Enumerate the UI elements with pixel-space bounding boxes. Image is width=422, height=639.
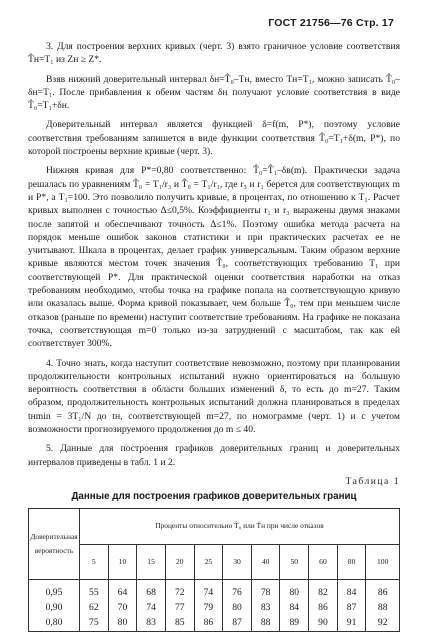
table-cell: 68 (137, 579, 166, 601)
table-cell: 85 (165, 616, 194, 632)
paragraph-3: Доверительный интервал является функцией δ=f(m, P*), поэтому условие соответствия требованиям запишется в виде функции соответствия T̂₀=T₁+δ(m, P*), по которой построены верхние кривые (черт. 3). (28, 119, 400, 158)
table-col-header: 50 (280, 544, 309, 579)
table-col-header: 10 (108, 544, 137, 579)
table-cell: 79 (194, 601, 223, 616)
table-cell: 82 (309, 579, 338, 601)
paragraph-4: Нижняя кривая для P*=0,80 соответственно: T̂₀=T̂₁–δв(m). Практически задача решалась по уравнениям T̂₀ = T₁/r₃ и T̂₀ = T₁/r₁, где r₃ и r₁ берется для соответствующих m и P*, а T₁=100. Это позволило получить кривые, в процентах, по отношению к T₁. Расчет кривых выполнен с точностью Δ≤0,5%. Коэффициенты r₁ и r₃ выражены двумя знаками после запятой и обеспечивают точность Δ≤1%. Поэтому ошибка метода расчета на порядок меньше ошибок законов статистики и при практических расчетах ее не учитывают. Шкала в процентах, делает график универсальным. Таким образом верхние кривые являются местом точек значения T̂₀, соответствующих требованию T₁ при соответствующей P*. Для практической оценки соответствия наработки на отказ требованиям необходимо, чтобы точка на графике попала на соответствующую кривую или оказалась выше. Форма кривой показывает, чем больше T̂₀, тем при меньшем числе отказов (раньше по времени) наступит соответствие требованиям. На графике не показана точка, соответствующая m=0 только из-за затруднений с масштабом, так как ей соответствует 300%. (28, 165, 400, 350)
table-cell: 89 (280, 616, 309, 632)
table-cell: 91 (337, 616, 366, 632)
table-title: Данные для построения графиков доверительных границ (71, 491, 357, 503)
table-cell: 80 (223, 601, 252, 616)
table-row (29, 601, 400, 616)
table-cell: 75 (80, 616, 109, 632)
table-col-header: 20 (165, 544, 194, 579)
table-row (29, 579, 400, 601)
table-cell: 72 (165, 579, 194, 601)
confidence-table (28, 508, 400, 632)
table-row-label: 0,90 (29, 601, 80, 616)
table-col-header: 5 (80, 544, 109, 579)
table-left-header: Доверительная вероятность (29, 508, 80, 579)
table-cell: 55 (80, 579, 109, 601)
table-row (29, 616, 400, 632)
table-cell: 83 (137, 616, 166, 632)
table-col-header: 60 (309, 544, 338, 579)
table-cell: 84 (337, 579, 366, 601)
table-col-header: 30 (223, 544, 252, 579)
table-cell: 74 (137, 601, 166, 616)
table-cell: 86 (366, 579, 400, 601)
table-cell: 80 (280, 579, 309, 601)
page-header: ГОСТ 21756—76 Стр. 17 (268, 17, 394, 29)
table-cell: 62 (80, 601, 109, 616)
paragraph-6: 5. Данные для построения графиков доверительных границ и доверительных интервалов приведены в табл. 1 и 2. (28, 443, 400, 468)
table-cell: 76 (223, 579, 252, 601)
document-body (28, 40, 400, 632)
table-col-header: 25 (194, 544, 223, 579)
table-row-label: 0,95 (29, 579, 80, 601)
table-cell: 78 (251, 579, 280, 601)
table-cell: 77 (165, 601, 194, 616)
table-col-header: 15 (137, 544, 166, 579)
table-col-header: 80 (337, 544, 366, 579)
table-cell: 86 (309, 601, 338, 616)
table-group-header: Проценты относительно T̂₀ или T̂н при числе отказов (80, 508, 400, 544)
table-cell: 86 (194, 616, 223, 632)
paragraph-1: 3. Для построения верхних кривых (черт. 3) взято граничное условие соответствия T̂н=T₁ из Zн ≥ Z*. (28, 41, 400, 66)
table-row-label: 0,80 (29, 616, 80, 632)
table-cell: 84 (280, 601, 309, 616)
table-cell: 87 (337, 601, 366, 616)
table-cell: 88 (366, 601, 400, 616)
table-cell: 87 (223, 616, 252, 632)
table-cell: 64 (108, 579, 137, 601)
table-cell: 88 (251, 616, 280, 632)
paragraph-5: 4. Точно знать, когда наступит соответствие невозможно, поэтому при планировании продолжительности контрольных испытаний нужно ориентироваться на большую вероятность соответствия в области больших изменений δ, то есть до m=27. Таким образом, продолжительность контрольных испытаний должна планироваться в пределах tнmin = 3T₁/N до tн, соответствующей m=27, по номограмме (черт. 1) и с учетом возможности прогнозируемого продолжения до m ≤ 40. (28, 357, 400, 436)
table-col-header: 100 (366, 544, 400, 579)
table-cell: 92 (366, 616, 400, 632)
table-label: Таблица 1 (345, 475, 400, 487)
table-cell: 80 (108, 616, 137, 632)
table-cell: 83 (251, 601, 280, 616)
table-cell: 70 (108, 601, 137, 616)
table-col-header: 40 (251, 544, 280, 579)
paragraph-2: Взяв нижний доверительный интервал δн=T̂₀–Tн, вместо Tн=T₁, можно записать T̂₀–δн=T₁. После прибавления к обеим частям δн получают условие соответствия в виде T̂₀=T₁+δн. (28, 73, 400, 112)
table-cell: 90 (309, 616, 338, 632)
table-cell: 74 (194, 579, 223, 601)
